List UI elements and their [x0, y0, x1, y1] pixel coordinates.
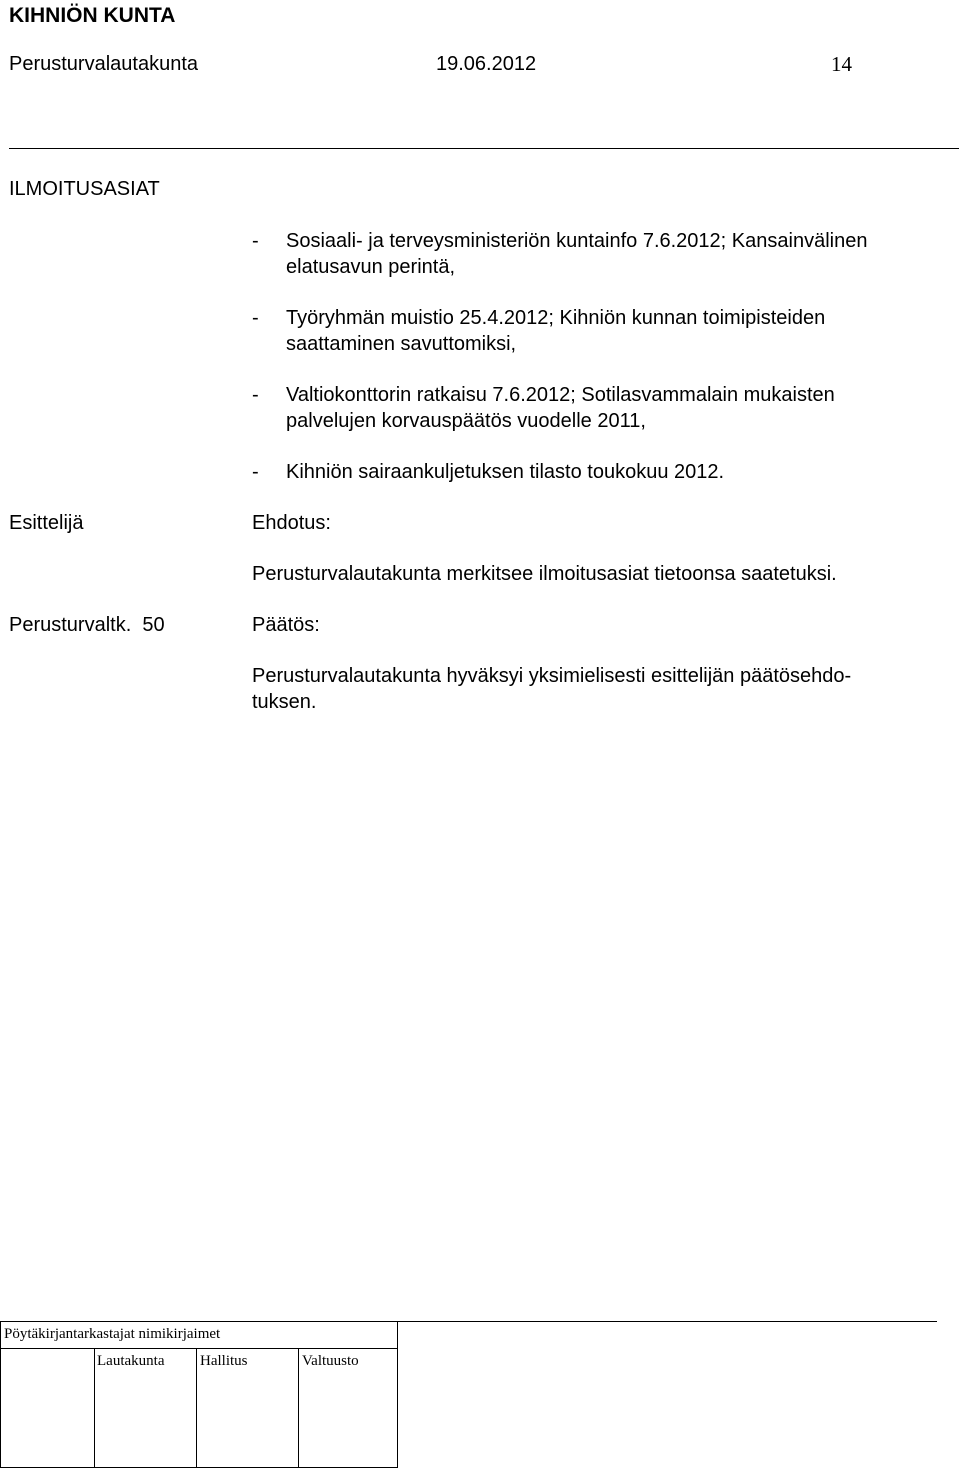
list-item-text: Valtiokonttorin ratkaisu 7.6.2012; Sotilasvammalain mukaisten — [286, 384, 835, 406]
signature-column-valtuusto: Valtuusto — [302, 1353, 359, 1369]
signature-cell-divider — [397, 1321, 398, 1467]
page-number: 14 — [831, 52, 852, 76]
section-title: ILMOITUSASIAT — [9, 178, 160, 200]
list-item-text: Kihniön sairaankuljetuksen tilasto toukokuu 2012. — [286, 461, 725, 483]
list-item-text: saattaminen savuttomiksi, — [286, 333, 517, 355]
decision-label: Päätös: — [252, 614, 320, 636]
table-mid-rule — [0, 1348, 398, 1349]
list-item-text: palvelujen korvauspäätös vuodelle 2011, — [286, 410, 646, 432]
signature-column-lautakunta: Lautakunta — [97, 1353, 165, 1369]
list-item-text: elatusavun perintä, — [286, 256, 456, 278]
board-name: Perusturvalautakunta — [9, 53, 199, 75]
header-rule — [9, 148, 959, 149]
table-top-rule — [0, 1321, 937, 1322]
decision-reference: Perusturvaltk. 50 — [9, 614, 165, 636]
proposal-label: Ehdotus: — [252, 512, 331, 534]
proposal-text: Perusturvalautakunta merkitsee ilmoitusasiat tietoonsa saatetuksi. — [252, 563, 837, 585]
presenter-label: Esittelijä — [9, 512, 84, 534]
signature-cell-divider — [298, 1348, 299, 1467]
signature-column-hallitus: Hallitus — [200, 1353, 248, 1369]
meeting-date: 19.06.2012 — [436, 53, 537, 75]
list-item-text: Työryhmän muistio 25.4.2012; Kihniön kunnan toimipisteiden — [286, 307, 826, 329]
decision-text: tuksen. — [252, 691, 317, 713]
list-dash: - — [252, 384, 259, 406]
table-bottom-rule — [0, 1467, 398, 1468]
municipality-name: KIHNIÖN KUNTA — [9, 4, 176, 27]
list-dash: - — [252, 230, 259, 252]
signature-table-title: Pöytäkirjantarkastajat nimikirjaimet — [4, 1326, 221, 1342]
decision-text: Perusturvalautakunta hyväksyi yksimielisesti esittelijän päätösehdo- — [252, 665, 852, 687]
list-dash: - — [252, 461, 259, 483]
signature-cell-divider — [196, 1348, 197, 1467]
signature-cell-divider — [0, 1321, 1, 1467]
signature-cell-divider — [94, 1348, 95, 1467]
list-dash: - — [252, 307, 259, 329]
list-item-text: Sosiaali- ja terveysministeriön kuntainfo 7.6.2012; Kansainvälinen — [286, 230, 868, 252]
